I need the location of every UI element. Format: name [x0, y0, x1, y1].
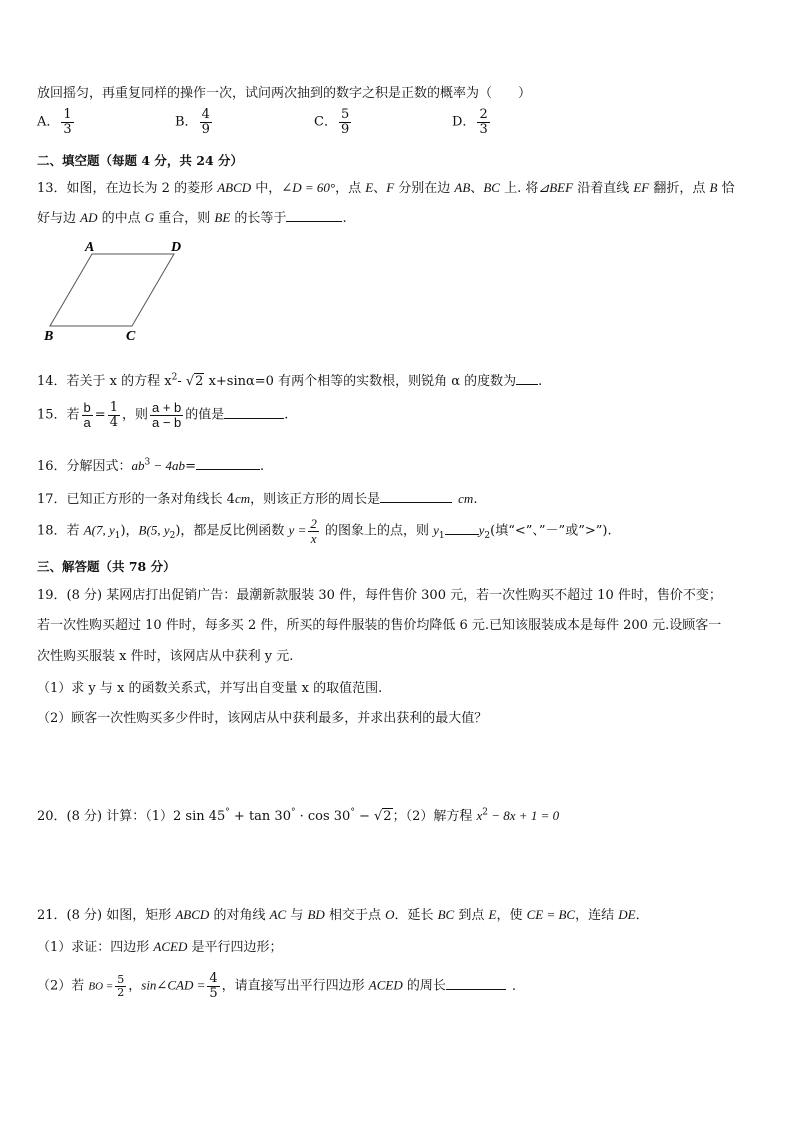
q18-line: 18．若 A(7, $y_1$)，B(5, $y_2$)，都是反比例函数 y = $\frac{2}{x}$ 的图象上的点，则 $y_1$ $y_2$(填“<”、”－”或”>”).: [37, 516, 612, 546]
q14-line: 14．若关于 x 的方程 $x^2-$ √2 x+sinα=0 有两个相等的实数根，则锐角 α 的度数为 .: [37, 372, 543, 389]
q19-subquestion-1: （1）求 y 与 x 的函数关系式，并写出自变量 x 的取值范围.: [37, 681, 383, 696]
answer-blank: [380, 501, 452, 503]
q15-line: 15．若 $\frac{b}{a}$ = $\frac{1}{4}$ ，则 $\frac{a + b}{a - b}$ 的值是 .: [37, 400, 289, 430]
q12-option-b: [175, 108, 214, 136]
vertex-label-c: C: [126, 329, 136, 344]
section-heading-fill-in: 二、填空题（每题 4 分，共 24 分）: [37, 153, 244, 168]
q21-line1: 21．(8 分) 如图，矩形 ABCD 的对角线 AC 与 BD 相交于点 O．延长 BC 到点 E，使 CE = BC，连结 DE．: [37, 907, 649, 923]
answer-blank: [224, 417, 284, 419]
rhombus-figure: [40, 236, 200, 348]
sqrt-expression: √2: [374, 809, 392, 824]
option-fraction: $\frac{2}{3}$: [479, 107, 488, 137]
answer-blank: [196, 468, 260, 470]
q19-line3: 次性购买服装 x 件时，该网店从中获利 y 元.: [37, 649, 294, 664]
section-heading-solve: 三、解答题（共 78 分）: [37, 559, 176, 574]
option-fraction: $\frac{5}{9}$: [340, 107, 350, 137]
q19-subquestion-2: （2）顾客一次性购买多少件时，该网店从中获利最多，并求出获利的最大值？: [37, 711, 488, 726]
q19-line1: 19．(8 分) 某网店打出促销广告：最潮新款服装 30 件，每件售价 300 元，若一次性购买不超过 10 件时，售价不变；: [37, 588, 722, 603]
answer-blank: [445, 533, 479, 535]
q13-line2: 好与边 AD 的中点 G 重合，则 BE 的长等于 .: [37, 210, 347, 226]
sqrt-expression: √2: [185, 374, 204, 389]
vertex-label-d: D: [171, 240, 182, 255]
q21-subquestion-2: （2）若 BO = $\frac{5}{2}$ ，sin∠CAD = $\frac{4}{5}$ ，请直接写出平行四边形 ACED 的周长 .: [37, 971, 517, 1001]
q12-option-a: [37, 108, 76, 136]
option-label: A．: [37, 114, 60, 130]
option-label: C．: [314, 114, 337, 130]
q16-line: 16．分解因式：$ab^3 - 4ab=$ .: [37, 457, 265, 474]
option-fraction: $\frac{4}{9}$: [201, 107, 210, 137]
q12-line: 放回摇匀，再重复同样的操作一次，试问两次抽到的数字之积是正数的概率为（ ）: [37, 86, 532, 101]
q21-subquestion-1: （1）求证：四边形 ACED 是平行四边形；: [37, 939, 283, 955]
q17-line: 17．已知正方形的一条对角线长 4cm，则该正方形的周长是 cm.: [37, 491, 478, 507]
vertex-label-b: B: [44, 329, 54, 344]
vertex-label-a: A: [85, 240, 95, 255]
option-label: B．: [175, 114, 198, 130]
answer-blank: [286, 220, 342, 222]
option-fraction: $\frac{1}{3}$: [63, 107, 72, 137]
q20-line: 20．(8 分) 计算：（1）2 sin 45° + tan 30° · cos 30° − √2；（2）解方程 $x^2 - 8x + 1 = 0$: [37, 807, 560, 824]
q19-line2: 若一次性购买超过 10 件时，每多买 2 件，所买的每件服装的售价均降低 6 元.已知该服装成本是每件 200 元.设顾客一: [37, 618, 722, 633]
answer-blank: [446, 988, 506, 990]
q13-line1: 13．如图，在边长为 2 的菱形 ABCD 中，∠D = 60°，点 E、F 分别在边 AB、BC 上. 将⊿BEF 沿着直线 EF 翻折，点 B 恰: [37, 180, 735, 196]
rhombus-shape: [50, 254, 174, 326]
option-label: D．: [452, 114, 476, 130]
q12-option-d: [452, 108, 492, 136]
q12-option-c: [314, 108, 353, 136]
answer-blank: [516, 383, 538, 385]
